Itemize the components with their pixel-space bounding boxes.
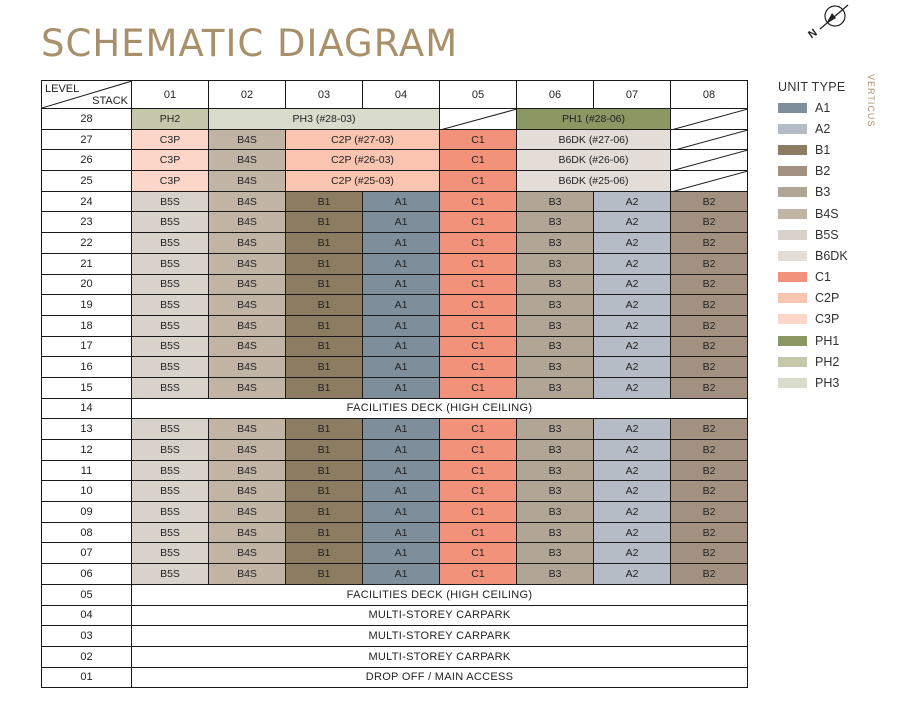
unit-cell: B3 bbox=[517, 253, 594, 274]
unit-cell: A2 bbox=[594, 481, 671, 502]
level-header: LEVEL bbox=[45, 83, 80, 95]
legend-item-a1 bbox=[778, 97, 868, 118]
brand-label: VERTICUS bbox=[866, 74, 876, 128]
unit-cell: A2 bbox=[594, 502, 671, 523]
unit-cell: B3 bbox=[517, 357, 594, 378]
unit-cell: A1 bbox=[363, 233, 440, 254]
unit-cell: B2 bbox=[671, 336, 748, 357]
level-row-15 bbox=[42, 377, 748, 398]
unit-cell: C1 bbox=[440, 543, 517, 564]
full-width-label: FACILITIES DECK (HIGH CEILING) bbox=[132, 398, 748, 419]
unit-cell: C1 bbox=[440, 419, 517, 440]
legend-label: B1 bbox=[815, 142, 831, 157]
unit-cell: B5S bbox=[132, 522, 209, 543]
unit-cell: C1 bbox=[440, 253, 517, 274]
unit-cell: B2 bbox=[671, 502, 748, 523]
full-width-label: MULTI-STOREY CARPARK bbox=[132, 646, 748, 667]
page-title: SCHEMATIC DIAGRAM bbox=[41, 22, 459, 65]
legend-label: C1 bbox=[815, 270, 831, 285]
unit-cell: B1 bbox=[286, 212, 363, 233]
legend-label: PH2 bbox=[815, 354, 840, 369]
legend-item-b6dk bbox=[778, 245, 868, 266]
unit-cell: C1 bbox=[440, 481, 517, 502]
legend-swatch bbox=[778, 209, 807, 219]
level-row-16 bbox=[42, 357, 748, 378]
legend-item-c2p bbox=[778, 288, 868, 309]
legend-swatch bbox=[778, 336, 807, 346]
unit-cell: C1 bbox=[440, 440, 517, 461]
unit-cell: B1 bbox=[286, 460, 363, 481]
unit-cell: B2 bbox=[671, 295, 748, 316]
unit-cell: B1 bbox=[286, 440, 363, 461]
unit-cell: B4S bbox=[209, 377, 286, 398]
unit-cell: A2 bbox=[594, 377, 671, 398]
legend-swatch bbox=[778, 251, 807, 261]
stack-header-06: 06 bbox=[517, 81, 594, 109]
full-width-label: MULTI-STOREY CARPARK bbox=[132, 605, 748, 626]
unit-cell: PH3 (#28-03) bbox=[209, 109, 440, 130]
legend-item-b3 bbox=[778, 182, 868, 203]
level-row-25 bbox=[42, 171, 748, 192]
unit-cell: B5S bbox=[132, 377, 209, 398]
level-label: 11 bbox=[42, 460, 132, 481]
legend-item-b2 bbox=[778, 161, 868, 182]
legend-item-c1 bbox=[778, 267, 868, 288]
unit-cell: B4S bbox=[209, 460, 286, 481]
unit-cell: B4S bbox=[209, 315, 286, 336]
stack-header-02: 02 bbox=[209, 81, 286, 109]
unit-cell: B2 bbox=[671, 440, 748, 461]
unit-cell: A2 bbox=[594, 460, 671, 481]
unit-cell: B5S bbox=[132, 502, 209, 523]
level-label: 21 bbox=[42, 253, 132, 274]
level-row-22 bbox=[42, 233, 748, 254]
unit-cell: A2 bbox=[594, 274, 671, 295]
legend-label: PH3 bbox=[815, 376, 840, 391]
level-row-11 bbox=[42, 460, 748, 481]
unit-cell: B4S bbox=[209, 357, 286, 378]
level-label: 06 bbox=[42, 564, 132, 585]
stack-header-07: 07 bbox=[594, 81, 671, 109]
level-row-07 bbox=[42, 543, 748, 564]
unit-cell: B5S bbox=[132, 543, 209, 564]
unit-cell: PH1 (#28-06) bbox=[517, 109, 671, 130]
level-label: 07 bbox=[42, 543, 132, 564]
unit-cell: B1 bbox=[286, 233, 363, 254]
unit-cell: C1 bbox=[440, 274, 517, 295]
legend-label: A2 bbox=[815, 121, 831, 136]
unit-cell: B3 bbox=[517, 440, 594, 461]
unit-cell: B6DK (#27-06) bbox=[517, 129, 671, 150]
unit-cell: C1 bbox=[440, 171, 517, 192]
level-label: 17 bbox=[42, 336, 132, 357]
level-label: 10 bbox=[42, 481, 132, 502]
level-row-19 bbox=[42, 295, 748, 316]
level-label: 20 bbox=[42, 274, 132, 295]
unit-cell: A2 bbox=[594, 233, 671, 254]
level-label: 08 bbox=[42, 522, 132, 543]
level-label: 16 bbox=[42, 357, 132, 378]
legend-swatch bbox=[778, 166, 807, 176]
level-row-21 bbox=[42, 253, 748, 274]
unit-cell: C2P (#25-03) bbox=[286, 171, 440, 192]
legend-swatch bbox=[778, 124, 807, 134]
level-row-27 bbox=[42, 129, 748, 150]
level-label: 24 bbox=[42, 191, 132, 212]
unit-cell: A1 bbox=[363, 212, 440, 233]
level-row-26 bbox=[42, 150, 748, 171]
compass-icon bbox=[806, 2, 852, 42]
unit-cell: C1 bbox=[440, 191, 517, 212]
unit-cell: A2 bbox=[594, 543, 671, 564]
unit-cell: B2 bbox=[671, 233, 748, 254]
level-label: 25 bbox=[42, 171, 132, 192]
full-width-label: FACILITIES DECK (HIGH CEILING) bbox=[132, 584, 748, 605]
unit-cell: B4S bbox=[209, 295, 286, 316]
unit-cell: B3 bbox=[517, 315, 594, 336]
level-row-08 bbox=[42, 522, 748, 543]
unit-cell: A1 bbox=[363, 564, 440, 585]
unit-cell: B4S bbox=[209, 522, 286, 543]
unit-cell: A1 bbox=[363, 274, 440, 295]
legend-item-c3p bbox=[778, 309, 868, 330]
unit-cell: B4S bbox=[209, 171, 286, 192]
unit-cell: B1 bbox=[286, 315, 363, 336]
unit-cell: B1 bbox=[286, 543, 363, 564]
unit-cell: B1 bbox=[286, 191, 363, 212]
empty-cell bbox=[671, 129, 748, 150]
unit-cell: B4S bbox=[209, 253, 286, 274]
level-row-02 bbox=[42, 646, 748, 667]
level-label: 28 bbox=[42, 109, 132, 130]
legend-item-b5s bbox=[778, 224, 868, 245]
legend-item-ph2 bbox=[778, 351, 868, 372]
unit-cell: A1 bbox=[363, 522, 440, 543]
unit-cell: A1 bbox=[363, 502, 440, 523]
north-arrow bbox=[806, 2, 852, 42]
unit-cell: C3P bbox=[132, 171, 209, 192]
level-label: 22 bbox=[42, 233, 132, 254]
stack-header-04: 04 bbox=[363, 81, 440, 109]
unit-cell: B4S bbox=[209, 233, 286, 254]
unit-cell: B2 bbox=[671, 522, 748, 543]
unit-cell: B6DK (#26-06) bbox=[517, 150, 671, 171]
stack-header-01: 01 bbox=[132, 81, 209, 109]
unit-cell: C1 bbox=[440, 233, 517, 254]
level-row-24 bbox=[42, 191, 748, 212]
unit-cell: A2 bbox=[594, 336, 671, 357]
unit-cell: B5S bbox=[132, 253, 209, 274]
unit-cell: B2 bbox=[671, 481, 748, 502]
unit-cell: A1 bbox=[363, 440, 440, 461]
unit-cell: B4S bbox=[209, 419, 286, 440]
unit-cell: B5S bbox=[132, 460, 209, 481]
unit-cell: A2 bbox=[594, 522, 671, 543]
level-row-14 bbox=[42, 398, 748, 419]
unit-cell: B2 bbox=[671, 460, 748, 481]
level-stack-header bbox=[42, 81, 132, 109]
unit-cell: B1 bbox=[286, 336, 363, 357]
unit-cell: B4S bbox=[209, 481, 286, 502]
unit-cell: B4S bbox=[209, 129, 286, 150]
level-row-13 bbox=[42, 419, 748, 440]
unit-cell: B4S bbox=[209, 274, 286, 295]
full-width-label: DROP OFF / MAIN ACCESS bbox=[132, 667, 748, 688]
unit-cell: B5S bbox=[132, 481, 209, 502]
unit-cell: B2 bbox=[671, 191, 748, 212]
unit-cell: B3 bbox=[517, 543, 594, 564]
level-row-12 bbox=[42, 440, 748, 461]
unit-cell: B3 bbox=[517, 377, 594, 398]
unit-cell: B3 bbox=[517, 274, 594, 295]
unit-cell: B4S bbox=[209, 191, 286, 212]
unit-cell: B2 bbox=[671, 564, 748, 585]
stack-header: STACK bbox=[92, 95, 128, 107]
empty-cell bbox=[440, 109, 517, 130]
empty-cell-diagonal bbox=[671, 150, 748, 170]
unit-cell: B3 bbox=[517, 336, 594, 357]
unit-cell: B3 bbox=[517, 233, 594, 254]
legend-swatch bbox=[778, 378, 807, 388]
level-label: 12 bbox=[42, 440, 132, 461]
unit-cell: C1 bbox=[440, 377, 517, 398]
unit-cell: A2 bbox=[594, 357, 671, 378]
legend-item-b1 bbox=[778, 139, 868, 160]
level-row-18 bbox=[42, 315, 748, 336]
level-row-09 bbox=[42, 502, 748, 523]
legend-swatch bbox=[778, 187, 807, 197]
legend-items bbox=[778, 97, 868, 394]
unit-cell: B1 bbox=[286, 502, 363, 523]
unit-cell: A2 bbox=[594, 191, 671, 212]
unit-cell: B4S bbox=[209, 440, 286, 461]
unit-cell: B5S bbox=[132, 357, 209, 378]
legend-label: B5S bbox=[815, 227, 839, 242]
legend-item-ph1 bbox=[778, 330, 868, 351]
level-label: 05 bbox=[42, 584, 132, 605]
unit-cell: A1 bbox=[363, 419, 440, 440]
unit-cell: C1 bbox=[440, 522, 517, 543]
legend-item-b4s bbox=[778, 203, 868, 224]
unit-cell: A1 bbox=[363, 336, 440, 357]
unit-cell: A1 bbox=[363, 543, 440, 564]
legend-title: UNIT TYPE bbox=[778, 80, 846, 94]
unit-cell: B3 bbox=[517, 502, 594, 523]
level-label: 03 bbox=[42, 626, 132, 647]
unit-cell: A1 bbox=[363, 481, 440, 502]
unit-cell: A1 bbox=[363, 460, 440, 481]
unit-cell: A2 bbox=[594, 419, 671, 440]
unit-cell: B1 bbox=[286, 481, 363, 502]
level-label: 13 bbox=[42, 419, 132, 440]
unit-cell: A1 bbox=[363, 315, 440, 336]
legend-label: B4S bbox=[815, 206, 839, 221]
unit-cell: A2 bbox=[594, 315, 671, 336]
empty-cell bbox=[671, 150, 748, 171]
unit-cell: A2 bbox=[594, 212, 671, 233]
unit-cell: C2P (#26-03) bbox=[286, 150, 440, 171]
level-label: 23 bbox=[42, 212, 132, 233]
legend-swatch bbox=[778, 103, 807, 113]
unit-cell: B2 bbox=[671, 253, 748, 274]
unit-cell: B2 bbox=[671, 315, 748, 336]
unit-cell: B5S bbox=[132, 191, 209, 212]
level-row-04 bbox=[42, 605, 748, 626]
empty-cell bbox=[671, 109, 748, 130]
schematic-table bbox=[41, 80, 748, 688]
unit-cell: C1 bbox=[440, 212, 517, 233]
legend-label: A1 bbox=[815, 100, 831, 115]
unit-cell: C1 bbox=[440, 315, 517, 336]
level-label: 18 bbox=[42, 315, 132, 336]
level-label: 04 bbox=[42, 605, 132, 626]
legend-label: PH1 bbox=[815, 333, 840, 348]
level-row-28 bbox=[42, 109, 748, 130]
empty-cell-diagonal bbox=[671, 109, 748, 129]
unit-cell: A2 bbox=[594, 440, 671, 461]
unit-cell: B3 bbox=[517, 419, 594, 440]
level-row-03 bbox=[42, 626, 748, 647]
level-row-06 bbox=[42, 564, 748, 585]
level-label: 26 bbox=[42, 150, 132, 171]
empty-cell-diagonal bbox=[671, 130, 748, 150]
unit-cell: C1 bbox=[440, 295, 517, 316]
unit-cell: B4S bbox=[209, 543, 286, 564]
unit-cell: PH2 bbox=[132, 109, 209, 130]
unit-cell: C1 bbox=[440, 502, 517, 523]
unit-cell: A2 bbox=[594, 564, 671, 585]
unit-cell: B3 bbox=[517, 295, 594, 316]
unit-cell: B5S bbox=[132, 295, 209, 316]
unit-cell: C2P (#27-03) bbox=[286, 129, 440, 150]
unit-cell: B5S bbox=[132, 564, 209, 585]
unit-cell: C1 bbox=[440, 129, 517, 150]
legend-label: B2 bbox=[815, 164, 831, 179]
unit-cell: B3 bbox=[517, 481, 594, 502]
level-label: 02 bbox=[42, 646, 132, 667]
unit-cell: B4S bbox=[209, 150, 286, 171]
unit-cell: B1 bbox=[286, 419, 363, 440]
unit-cell: B5S bbox=[132, 274, 209, 295]
unit-cell: B3 bbox=[517, 212, 594, 233]
legend-swatch bbox=[778, 272, 807, 282]
empty-cell-diagonal bbox=[440, 109, 517, 129]
unit-cell: A2 bbox=[594, 253, 671, 274]
full-width-label: MULTI-STOREY CARPARK bbox=[132, 626, 748, 647]
unit-cell: B5S bbox=[132, 315, 209, 336]
unit-cell: C1 bbox=[440, 460, 517, 481]
legend-item-ph3 bbox=[778, 372, 868, 393]
unit-cell: C1 bbox=[440, 336, 517, 357]
unit-cell: C1 bbox=[440, 357, 517, 378]
unit-cell: B2 bbox=[671, 419, 748, 440]
level-label: 27 bbox=[42, 129, 132, 150]
unit-cell: B1 bbox=[286, 522, 363, 543]
unit-cell: B3 bbox=[517, 564, 594, 585]
unit-cell: A1 bbox=[363, 377, 440, 398]
level-row-23 bbox=[42, 212, 748, 233]
legend-label: B3 bbox=[815, 185, 831, 200]
unit-cell: B6DK (#25-06) bbox=[517, 171, 671, 192]
legend-label: B6DK bbox=[815, 248, 848, 263]
unit-cell: B3 bbox=[517, 191, 594, 212]
unit-cell: B2 bbox=[671, 377, 748, 398]
unit-cell: B4S bbox=[209, 336, 286, 357]
legend-swatch bbox=[778, 145, 807, 155]
unit-cell: B5S bbox=[132, 233, 209, 254]
legend-item-a2 bbox=[778, 118, 868, 139]
stack-header-05: 05 bbox=[440, 81, 517, 109]
level-row-20 bbox=[42, 274, 748, 295]
legend-swatch bbox=[778, 314, 807, 324]
unit-cell: B1 bbox=[286, 564, 363, 585]
level-label: 19 bbox=[42, 295, 132, 316]
table-body bbox=[42, 109, 748, 688]
level-label: 14 bbox=[42, 398, 132, 419]
unit-cell: B4S bbox=[209, 212, 286, 233]
unit-cell: B3 bbox=[517, 522, 594, 543]
unit-cell: A2 bbox=[594, 295, 671, 316]
level-label: 15 bbox=[42, 377, 132, 398]
level-label: 01 bbox=[42, 667, 132, 688]
unit-cell: B5S bbox=[132, 440, 209, 461]
header-row bbox=[42, 81, 748, 109]
unit-cell: A1 bbox=[363, 357, 440, 378]
unit-cell: C1 bbox=[440, 150, 517, 171]
unit-cell: B5S bbox=[132, 212, 209, 233]
unit-cell: B1 bbox=[286, 377, 363, 398]
unit-cell: A1 bbox=[363, 295, 440, 316]
level-row-10 bbox=[42, 481, 748, 502]
unit-cell: B2 bbox=[671, 212, 748, 233]
unit-cell: B5S bbox=[132, 336, 209, 357]
legend-swatch bbox=[778, 293, 807, 303]
unit-cell: B4S bbox=[209, 502, 286, 523]
empty-cell-diagonal bbox=[671, 171, 748, 191]
unit-type-legend bbox=[778, 80, 868, 394]
level-row-01 bbox=[42, 667, 748, 688]
legend-swatch bbox=[778, 230, 807, 240]
unit-cell: A1 bbox=[363, 253, 440, 274]
unit-cell: B1 bbox=[286, 274, 363, 295]
stack-header-03: 03 bbox=[286, 81, 363, 109]
unit-cell: B1 bbox=[286, 357, 363, 378]
unit-cell: B3 bbox=[517, 460, 594, 481]
level-label: 09 bbox=[42, 502, 132, 523]
unit-cell: B2 bbox=[671, 274, 748, 295]
level-row-17 bbox=[42, 336, 748, 357]
unit-cell: B4S bbox=[209, 564, 286, 585]
legend-swatch bbox=[778, 357, 807, 367]
unit-cell: B1 bbox=[286, 253, 363, 274]
legend-label: C2P bbox=[815, 291, 840, 306]
unit-cell: B5S bbox=[132, 419, 209, 440]
unit-cell: B1 bbox=[286, 295, 363, 316]
stack-header-08: 08 bbox=[671, 81, 748, 109]
compass-label: N bbox=[806, 26, 820, 42]
empty-cell bbox=[671, 171, 748, 192]
unit-cell: C3P bbox=[132, 150, 209, 171]
legend-label: C3P bbox=[815, 312, 840, 327]
unit-cell: C1 bbox=[440, 564, 517, 585]
unit-cell: B2 bbox=[671, 357, 748, 378]
unit-cell: A1 bbox=[363, 191, 440, 212]
unit-cell: C3P bbox=[132, 129, 209, 150]
unit-cell: B2 bbox=[671, 543, 748, 564]
level-row-05 bbox=[42, 584, 748, 605]
